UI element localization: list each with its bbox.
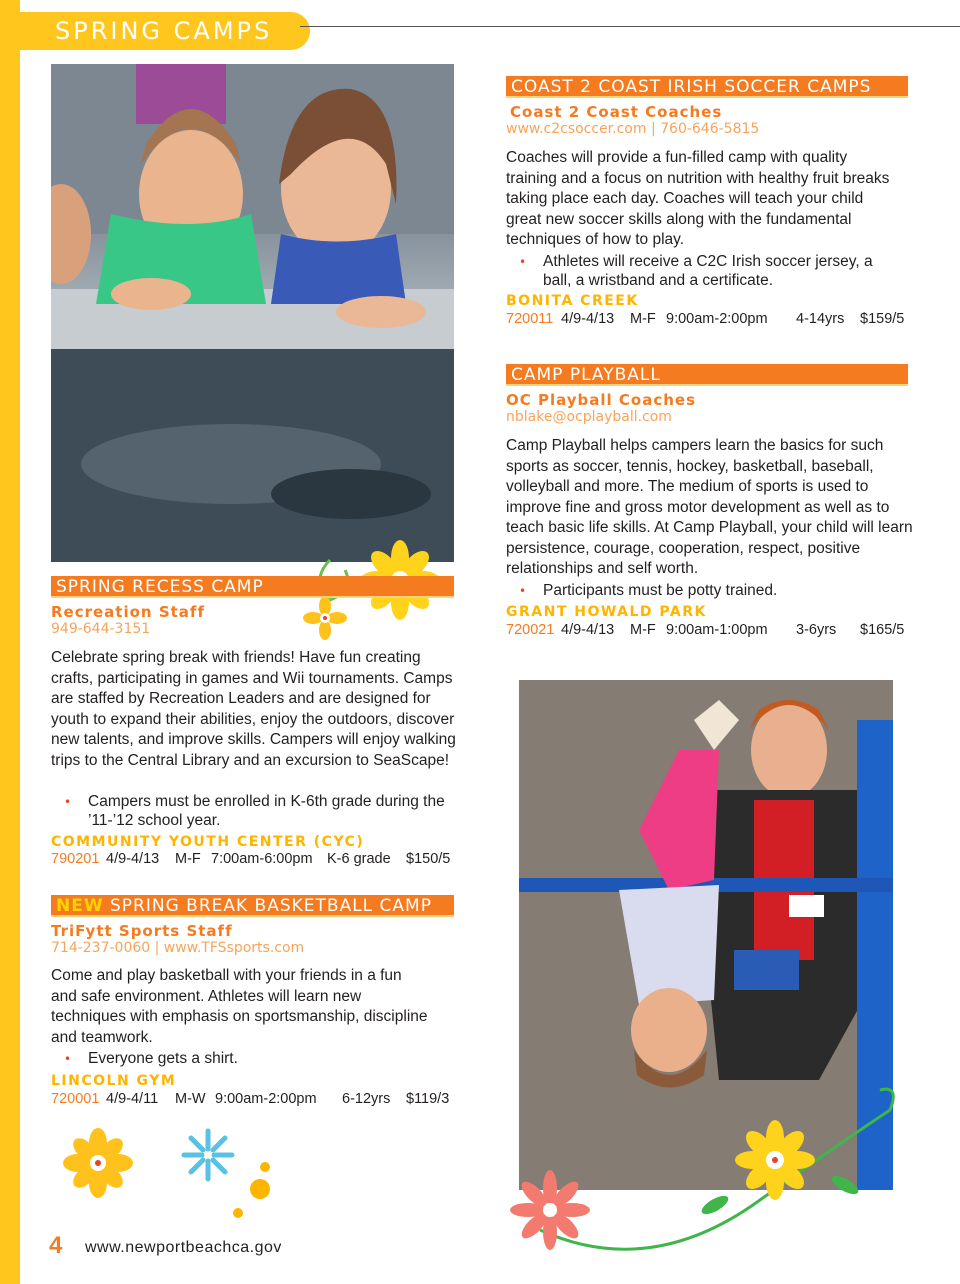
course-days: M-F	[175, 851, 201, 867]
camp-description: Coaches will provide a fun-filled camp with quality training and a focus on nutrition with healthy fruit breaks taking place each day. Coaches will teach your child great new soccer skills along with the fundamental techniques of how to play.	[506, 149, 890, 248]
course-ages: K-6 grade	[327, 851, 391, 867]
new-badge: NEW	[56, 896, 104, 916]
course-days: M-F	[630, 622, 656, 638]
camp-schedule	[51, 851, 461, 869]
camp-location: LINCOLN GYM	[51, 1073, 177, 1089]
course-fee: $159/5	[860, 311, 905, 327]
bullet-icon: •	[64, 795, 72, 809]
course-time: 9:00am-2:00pm	[666, 311, 768, 327]
course-ages: 3-6yrs	[796, 622, 837, 638]
course-time: 9:00am-1:00pm	[666, 622, 768, 638]
camp-schedule	[506, 311, 908, 329]
flower-vine-icon	[500, 1080, 900, 1255]
course-fee: $119/3	[406, 1091, 450, 1107]
course-dates: 4/9-4/11	[106, 1091, 159, 1107]
course-code: 720021	[506, 622, 555, 638]
camp-provider: Recreation Staff	[51, 603, 205, 621]
course-fee: $150/5	[406, 851, 451, 867]
course-days: M-W	[175, 1091, 206, 1107]
course-dates: 4/9-4/13	[106, 851, 160, 867]
camp-provider: Coast 2 Coast Coaches	[510, 103, 723, 121]
course-time: 7:00am-6:00pm	[211, 851, 313, 867]
course-code: 720011	[506, 311, 554, 327]
course-dates: 4/9-4/13	[561, 311, 615, 327]
course-days: M-F	[630, 311, 656, 327]
course-time: 9:00am-2:00pm	[215, 1091, 317, 1107]
camp-header-coast2coast	[506, 76, 908, 98]
camp-location: BONITA CREEK	[506, 293, 639, 309]
camp-title-wrap	[56, 896, 432, 916]
camp-title: COAST 2 COAST IRISH SOCCER CAMPS	[511, 77, 872, 97]
course-ages: 6-12yrs	[342, 1091, 391, 1107]
camp-schedule	[51, 1091, 461, 1109]
camp-contact: www.c2csoccer.com | 760-646-5815	[506, 121, 760, 137]
camp-header-playball	[506, 364, 908, 386]
camp-location: GRANT HOWALD PARK	[506, 604, 707, 620]
header-rule	[300, 26, 960, 27]
camp-title: CAMP PLAYBALL	[511, 365, 661, 385]
camp-provider: OC Playball Coaches	[506, 391, 697, 409]
camp-contact: 949-644-3151	[51, 621, 151, 637]
camp-bullet: Participants must be potty trained.	[543, 582, 778, 599]
course-dates: 4/9-4/13	[561, 622, 615, 638]
camp-schedule	[506, 622, 908, 640]
flower-row-icon	[60, 1125, 280, 1220]
page-title: SPRING CAMPS	[55, 17, 273, 45]
camp-bullet: Athletes will receive a C2C Irish soccer jersey, a ball, a wristband and a certificate.	[543, 253, 873, 289]
course-code: 720001	[51, 1091, 100, 1107]
page-number: 4	[49, 1232, 63, 1259]
photo-girls-at-pool	[51, 64, 454, 562]
camp-description: Camp Playball helps campers learn the basics for such sports as soccer, tennis, hockey, basketball, baseball, volleyball and more. The medium of sports is used to improve fine and gross motor development as well as to teach basic life skills. At Camp Playball, your child will learn persistence, courage, cooperation, respect, positive relationships and self worth.	[506, 437, 913, 577]
camp-contact: 714-237-0060 | www.TFSsports.com	[51, 940, 305, 956]
course-ages: 4-14yrs	[796, 311, 845, 327]
camp-bullet: Everyone gets a shirt.	[88, 1050, 238, 1067]
camp-title: SPRING RECESS CAMP	[56, 577, 264, 597]
camp-title: SPRING BREAK BASKETBALL CAMP	[110, 896, 432, 916]
camp-description: Come and play basketball with your friends in a fun and safe environment. Athletes will learn new techniques with emphasis on sportsmanship, discipline and teamwork.	[51, 967, 428, 1046]
course-fee: $165/5	[860, 622, 905, 638]
camp-header-basketball	[51, 895, 454, 917]
footer-url-link[interactable]: www.newportbeachca.gov	[85, 1239, 282, 1256]
bullet-icon: •	[519, 584, 527, 598]
camp-bullet: Campers must be enrolled in K-6th grade during the ’11-’12 school year.	[88, 793, 445, 829]
camp-description: Celebrate spring break with friends! Have fun creating crafts, participating in games and Wii tournaments. Camps are staffed by Recreation Leaders and are designed for youth to expand their abilities, enjoy the outdoors, discover new talents, and improve skills. Campers will enjoy walking trips to the Central Library and an excursion to SeaScape!	[51, 649, 456, 769]
course-code: 790201	[51, 851, 100, 867]
bullet-icon: •	[64, 1052, 72, 1066]
bullet-icon: •	[519, 255, 527, 269]
camp-provider: TriFytt Sports Staff	[51, 922, 233, 940]
left-accent-bar	[0, 0, 20, 1284]
camp-contact: nblake@ocplayball.com	[506, 409, 672, 425]
camp-location: COMMUNITY YOUTH CENTER (CYC)	[51, 834, 365, 850]
camp-header-spring-recess	[51, 576, 454, 598]
